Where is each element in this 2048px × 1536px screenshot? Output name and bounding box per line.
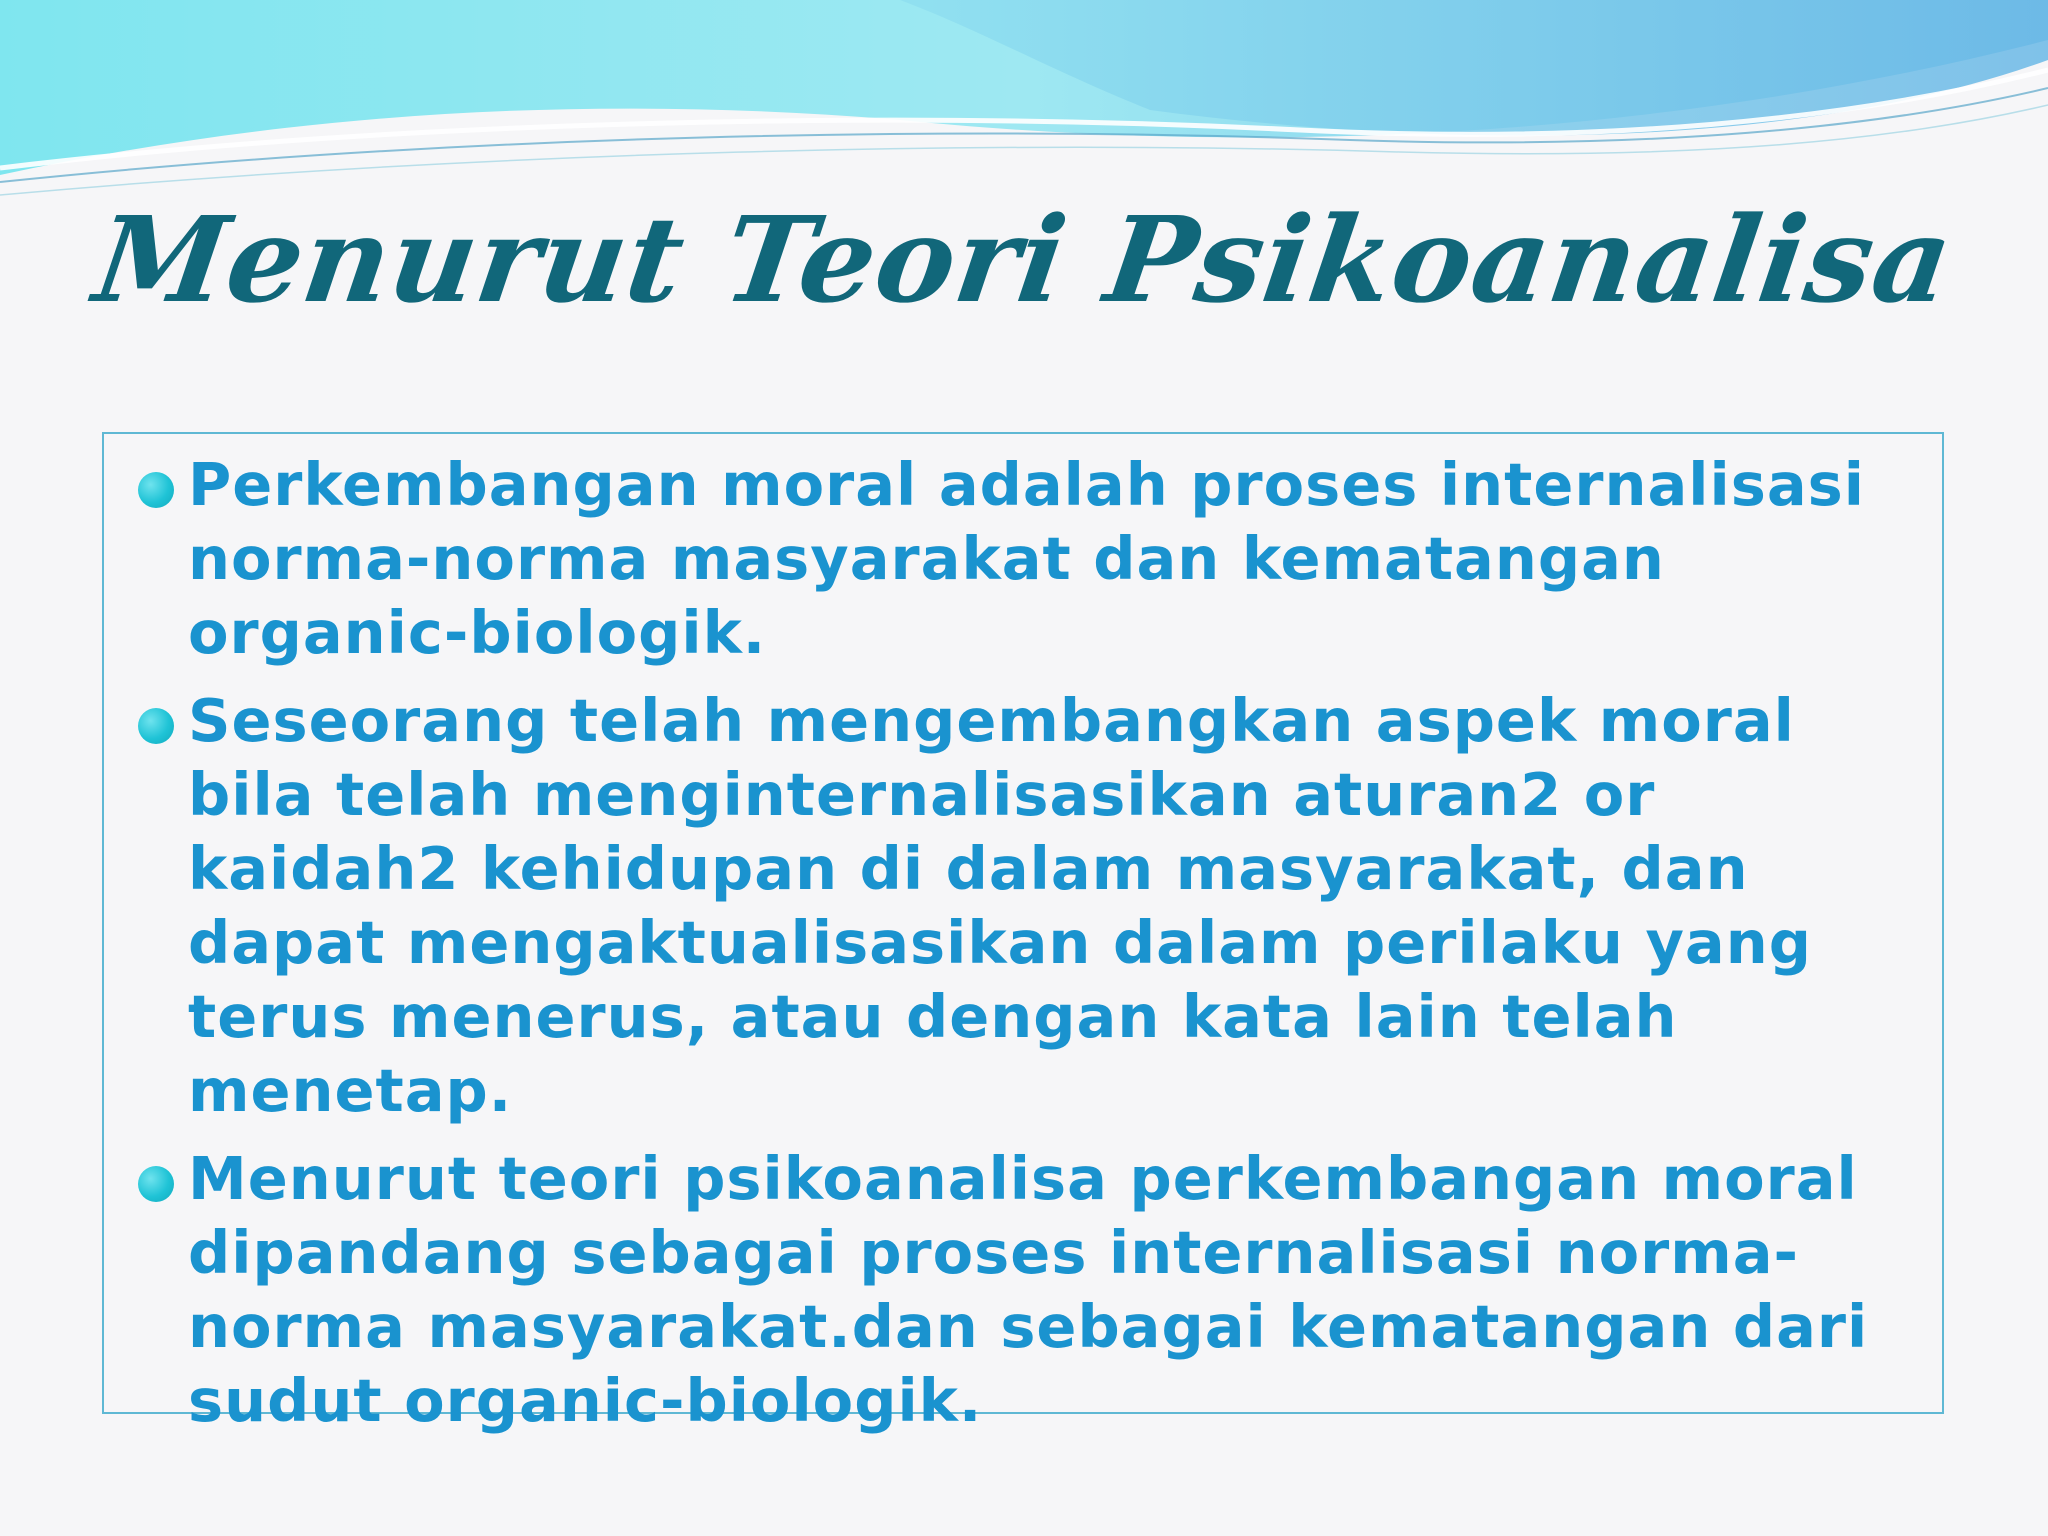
slide-title: Menurut Teori Psikoanalisa (86, 190, 1962, 329)
bullet-item (132, 684, 1902, 1128)
bullet-text: Perkembangan moral adalah proses internalisasi norma-norma masyarakat dan kematangan organic-biologik. (188, 450, 1865, 667)
bullet-dot-icon (138, 1166, 174, 1202)
bullet-dot-icon (138, 472, 174, 508)
content-box (102, 432, 1944, 1435)
bullet-item (132, 1142, 1902, 1438)
bullet-list (132, 448, 1902, 1438)
bullet-text: Seseorang telah mengembangkan aspek moral bila telah menginternalisasikan aturan2 or kaidah2 kehidupan di dalam masyarakat, dan dapat mengaktualisasikan dalam perilaku yang terus menerus, atau dengan kata lain telah menetap. (188, 686, 1812, 1125)
bullet-text: Menurut teori psikoanalisa perkembangan moral dipandang sebagai proses internalisasi norma-norma masyarakat.dan sebagai kematangan dari sudut organic-biologik. (188, 1144, 1869, 1435)
bullet-dot-icon (138, 708, 174, 744)
bullet-item (132, 448, 1902, 670)
